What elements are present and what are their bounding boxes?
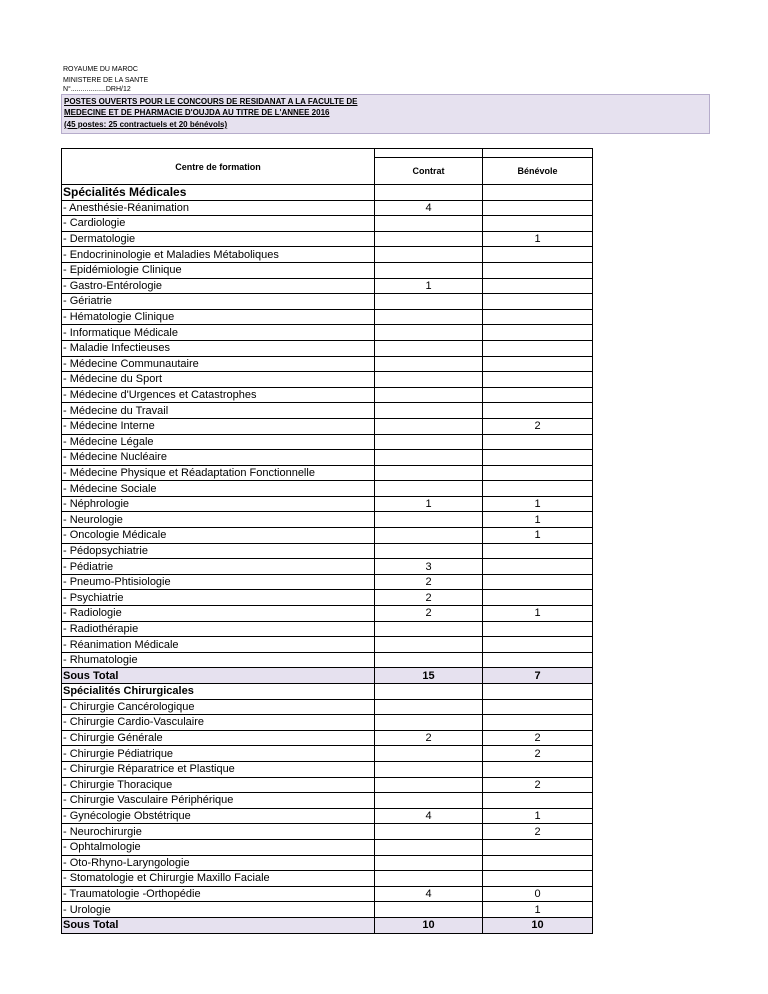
contrat-count (375, 528, 483, 544)
benevole-count (483, 637, 593, 653)
table-row (62, 699, 593, 715)
contrat-count (375, 512, 483, 528)
table-row (62, 855, 593, 871)
specialty-name: - Médecine Nucléaire (62, 450, 375, 466)
contrat-count (375, 387, 483, 403)
specialty-name: - Maladie Infectieuses (62, 340, 375, 356)
specialty-name: - Radiologie (62, 606, 375, 622)
benevole-count (483, 216, 593, 232)
specialty-name: - Dermatologie (62, 231, 375, 247)
table-row (62, 403, 593, 419)
benevole-count (483, 434, 593, 450)
specialty-name: - Chirurgie Cardio-Vasculaire (62, 715, 375, 731)
specialty-name: - Rhumatologie (62, 652, 375, 668)
table-row (62, 481, 593, 497)
benevole-count (483, 200, 593, 216)
contrat-count (375, 855, 483, 871)
benevole-count (483, 340, 593, 356)
benevole-count (483, 574, 593, 590)
col-header-contrat: Contrat (375, 158, 483, 185)
specialty-name: - Oncologie Médicale (62, 528, 375, 544)
title-line-1: POSTES OUVERTS POUR LE CONCOURS DE RESIDANAT A LA FACULTE DE (64, 97, 358, 106)
benevole-count: 1 (483, 808, 593, 824)
contrat-count (375, 231, 483, 247)
table-row (62, 200, 593, 216)
contrat-count (375, 356, 483, 372)
benevole-count (483, 387, 593, 403)
table-row (62, 231, 593, 247)
specialty-name: - Médecine Physique et Réadaptation Fonctionnelle (62, 465, 375, 481)
specialty-name: - Radiothérapie (62, 621, 375, 637)
table-row (62, 278, 593, 294)
benevole-count (483, 715, 593, 731)
table-row (62, 418, 593, 434)
header-reference: N°..................DRH/12 (63, 86, 131, 93)
benevole-count (483, 793, 593, 809)
specialty-name: - Ophtalmologie (62, 839, 375, 855)
contrat-count (375, 715, 483, 731)
benevole-count (483, 403, 593, 419)
benevole-count (483, 309, 593, 325)
benevole-count: 0 (483, 886, 593, 902)
contrat-count (375, 434, 483, 450)
table-row (62, 372, 593, 388)
benevole-count (483, 839, 593, 855)
table-row (62, 902, 593, 918)
table-row (62, 559, 593, 575)
contrat-count (375, 294, 483, 310)
contrat-count: 4 (375, 886, 483, 902)
specialty-name: - Oto-Rhyno-Laryngologie (62, 855, 375, 871)
table-row (62, 637, 593, 653)
benevole-count (483, 652, 593, 668)
contrat-count (375, 777, 483, 793)
contrat-count (375, 325, 483, 341)
contrat-count: 2 (375, 730, 483, 746)
table-row (62, 793, 593, 809)
specialty-name: - Médecine du Travail (62, 403, 375, 419)
contrat-count: 4 (375, 200, 483, 216)
table-row (62, 886, 593, 902)
subtotal-benevole: 7 (483, 668, 593, 684)
subtotal-label: Sous Total (62, 917, 375, 933)
specialty-name: - Gastro-Entérologie (62, 278, 375, 294)
contrat-count (375, 761, 483, 777)
specialty-name: - Urologie (62, 902, 375, 918)
table-row (62, 450, 593, 466)
benevole-count: 2 (483, 730, 593, 746)
specialty-name: - Psychiatrie (62, 590, 375, 606)
benevole-count (483, 590, 593, 606)
specialty-name: - Chirurgie Pédiatrique (62, 746, 375, 762)
title-line-3: (45 postes: 25 contractuels et 20 bénévols) (64, 120, 228, 129)
table-row (62, 715, 593, 731)
contrat-count (375, 839, 483, 855)
specialty-name: - Cardiologie (62, 216, 375, 232)
benevole-count (483, 699, 593, 715)
specialty-name: - Médecine du Sport (62, 372, 375, 388)
table-row (62, 496, 593, 512)
table-row (62, 730, 593, 746)
contrat-count (375, 465, 483, 481)
title-box (61, 94, 710, 134)
table-row (62, 262, 593, 278)
benevole-count: 1 (483, 231, 593, 247)
table-row (62, 808, 593, 824)
table-row (62, 512, 593, 528)
benevole-count: 1 (483, 512, 593, 528)
benevole-count: 1 (483, 496, 593, 512)
contrat-count (375, 543, 483, 559)
specialty-name: - Traumatologie -Orthopédie (62, 886, 375, 902)
table-row (62, 309, 593, 325)
contrat-count: 2 (375, 590, 483, 606)
contrat-count (375, 652, 483, 668)
contrat-count (375, 340, 483, 356)
section-row (62, 185, 593, 201)
specialty-name: - Hématologie Clinique (62, 309, 375, 325)
benevole-count: 2 (483, 777, 593, 793)
specialty-name: - Réanimation Médicale (62, 637, 375, 653)
specialty-name: - Neurologie (62, 512, 375, 528)
benevole-count (483, 559, 593, 575)
specialty-name: - Epidémiologie Clinique (62, 262, 375, 278)
benevole-count (483, 481, 593, 497)
table-row (62, 294, 593, 310)
section-row (62, 684, 593, 700)
contrat-count (375, 824, 483, 840)
contrat-count (375, 621, 483, 637)
specialty-name: - Endocrininologie et Maladies Métaboliques (62, 247, 375, 263)
specialty-name: - Gynécologie Obstétrique (62, 808, 375, 824)
specialty-name: - Médecine Légale (62, 434, 375, 450)
contrat-count: 1 (375, 496, 483, 512)
section-chirurgicales: Spécialités Chirurgicales (62, 684, 375, 700)
table-row (62, 434, 593, 450)
benevole-count (483, 247, 593, 263)
table-row (62, 387, 593, 403)
contrat-count (375, 699, 483, 715)
table-row (62, 247, 593, 263)
subtotal-contrat: 10 (375, 917, 483, 933)
contrat-count (375, 746, 483, 762)
specialty-name: - Médecine Communautaire (62, 356, 375, 372)
specialty-name: - Chirurgie Réparatrice et Plastique (62, 761, 375, 777)
contrat-count (375, 403, 483, 419)
subtotal-medicales-row (62, 668, 593, 684)
col-header-benevole: Bénévole (483, 158, 593, 185)
table-row (62, 340, 593, 356)
benevole-count (483, 871, 593, 887)
subtotal-contrat: 15 (375, 668, 483, 684)
contrat-count (375, 871, 483, 887)
subtotal-label: Sous Total (62, 668, 375, 684)
specialty-name: - Médecine d'Urgences et Catastrophes (62, 387, 375, 403)
table-row (62, 871, 593, 887)
specialty-name: - Chirurgie Thoracique (62, 777, 375, 793)
benevole-count (483, 278, 593, 294)
table-row (62, 216, 593, 232)
benevole-count (483, 761, 593, 777)
benevole-count: 2 (483, 824, 593, 840)
benevole-count: 1 (483, 606, 593, 622)
contrat-count: 3 (375, 559, 483, 575)
contrat-count (375, 793, 483, 809)
specialty-name: - Pédopsychiatrie (62, 543, 375, 559)
table-row (62, 325, 593, 341)
table-row (62, 606, 593, 622)
specialty-name: - Néphrologie (62, 496, 375, 512)
benevole-count: 2 (483, 418, 593, 434)
contrat-count: 4 (375, 808, 483, 824)
specialty-name: - Stomatologie et Chirurgie Maxillo Faciale (62, 871, 375, 887)
benevole-count (483, 621, 593, 637)
table-top-row (62, 149, 593, 158)
contrat-count (375, 637, 483, 653)
header-ministry: MINISTERE DE LA SANTE (63, 77, 149, 84)
benevole-count (483, 356, 593, 372)
specialty-name: - Informatique Médicale (62, 325, 375, 341)
specialty-name: - Neurochirurgie (62, 824, 375, 840)
specialty-name: - Médecine Interne (62, 418, 375, 434)
table-row (62, 465, 593, 481)
specialty-name: - Chirurgie Générale (62, 730, 375, 746)
contrat-count (375, 902, 483, 918)
header-kingdom: ROYAUME DU MAROC (63, 66, 138, 73)
benevole-count (483, 262, 593, 278)
subtotal-benevole: 10 (483, 917, 593, 933)
contrat-count (375, 247, 483, 263)
contrat-count (375, 481, 483, 497)
contrat-count (375, 216, 483, 232)
table-row (62, 590, 593, 606)
benevole-count: 1 (483, 902, 593, 918)
benevole-count: 1 (483, 528, 593, 544)
contrat-count (375, 309, 483, 325)
contrat-count: 1 (375, 278, 483, 294)
table-row (62, 356, 593, 372)
section-medicales: Spécialités Médicales (62, 185, 375, 201)
table-row (62, 621, 593, 637)
table-row (62, 746, 593, 762)
contrat-count: 2 (375, 574, 483, 590)
col-header-centre: Centre de formation (62, 149, 375, 185)
table-row (62, 777, 593, 793)
contrat-count (375, 372, 483, 388)
table-row (62, 574, 593, 590)
benevole-count (483, 855, 593, 871)
benevole-count (483, 294, 593, 310)
subtotal-chirurgicales-row (62, 917, 593, 933)
benevole-count (483, 450, 593, 466)
table-row (62, 528, 593, 544)
table-row (62, 824, 593, 840)
specialty-name: - Gériatrie (62, 294, 375, 310)
title-line-2: MEDECINE ET DE PHARMACIE D'OUJDA AU TITRE DE L'ANNEE 2016 (64, 108, 330, 117)
benevole-count (483, 372, 593, 388)
contrat-count (375, 450, 483, 466)
posts-table (61, 148, 593, 934)
benevole-count (483, 465, 593, 481)
contrat-count (375, 262, 483, 278)
specialty-name: - Médecine Sociale (62, 481, 375, 497)
contrat-count: 2 (375, 606, 483, 622)
specialty-name: - Anesthésie-Réanimation (62, 200, 375, 216)
table-row (62, 839, 593, 855)
specialty-name: - Chirurgie Vasculaire Périphérique (62, 793, 375, 809)
benevole-count: 2 (483, 746, 593, 762)
table-row (62, 543, 593, 559)
table-row (62, 652, 593, 668)
specialty-name: - Pneumo-Phtisiologie (62, 574, 375, 590)
table-row (62, 761, 593, 777)
specialty-name: - Chirurgie Cancérologique (62, 699, 375, 715)
benevole-count (483, 325, 593, 341)
specialty-name: - Pédiatrie (62, 559, 375, 575)
contrat-count (375, 418, 483, 434)
benevole-count (483, 543, 593, 559)
